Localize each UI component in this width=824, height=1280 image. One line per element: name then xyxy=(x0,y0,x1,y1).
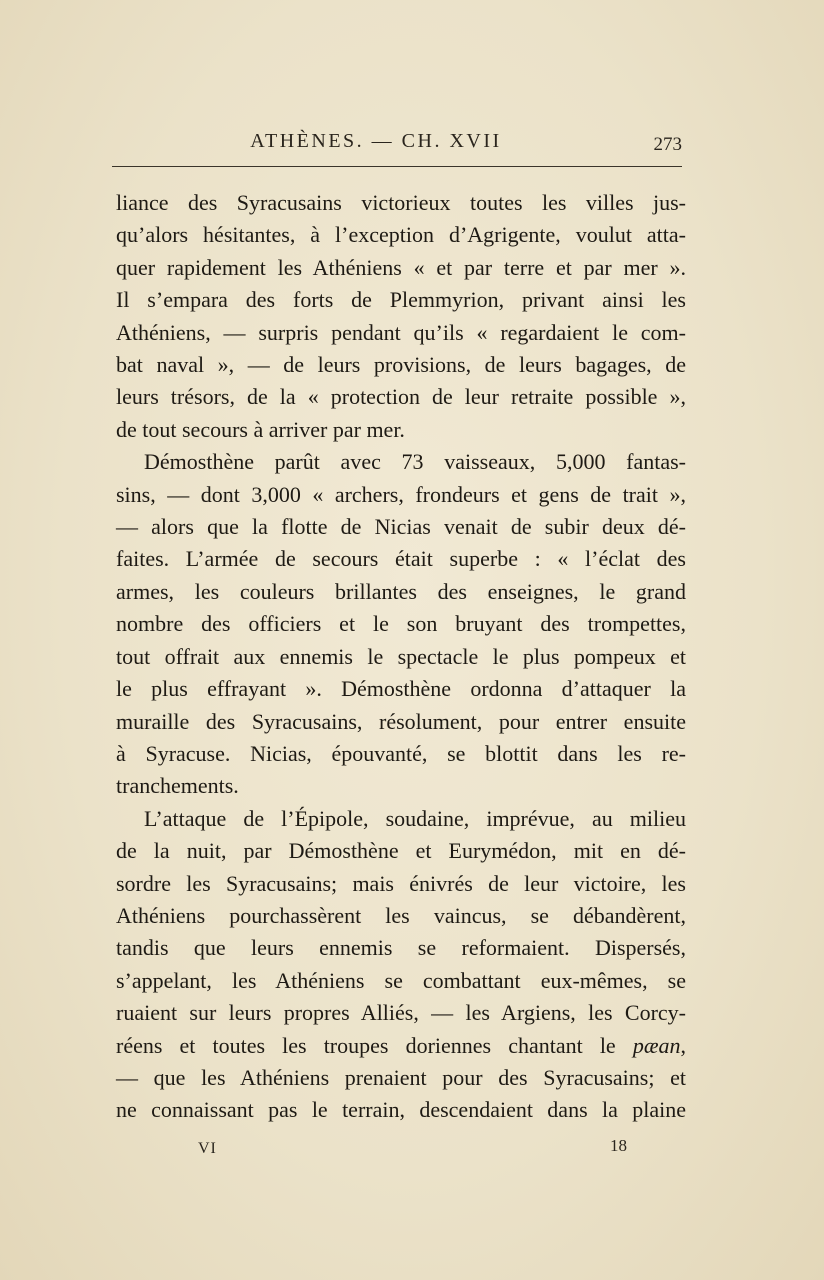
text-line: L’attaque de l’Épipole, soudaine, imprévue, au milieu xyxy=(144,805,686,831)
text-line: muraille des Syracusains, résolument, pour entrer ensuite xyxy=(116,708,686,734)
italic-word: pæan xyxy=(632,1032,681,1058)
running-title: ATHÈNES. — CH. XVII xyxy=(250,130,502,152)
text-line: ne connaissant pas le terrain, descendaient dans la plaine xyxy=(116,1097,686,1123)
text-fragment: réens et toutes les troupes doriennes chantant le xyxy=(116,1032,616,1058)
text-line: qu’alors hésitantes, à l’exception d’Agrigente, voulut atta- xyxy=(116,222,686,248)
body-text xyxy=(116,187,686,1127)
text-line: liance des Syracusains victorieux toutes les villes jus- xyxy=(116,190,686,215)
paragraph-3 xyxy=(116,803,686,1127)
text-fragment: , xyxy=(680,1032,686,1058)
text-line: Il s’empara des forts de Plemmyrion, privant ainsi les xyxy=(116,287,686,313)
text-line: — que les Athéniens prenaient pour des Syracusains; et xyxy=(116,1064,686,1090)
text-line: faites. L’armée de secours était superbe : « l’éclat des xyxy=(116,546,686,572)
text-line: Athéniens, — surpris pendant qu’ils « regardaient le com- xyxy=(116,319,686,345)
signature-mark: VI xyxy=(198,1140,217,1157)
text-line: leurs trésors, de la « protection de leur retraite possible », xyxy=(116,384,686,410)
text-line: tout offrait aux ennemis le spectacle le plus pompeux et xyxy=(116,643,686,669)
text-line: tranchements. xyxy=(116,773,239,799)
text-line: de la nuit, par Démosthène et Eurymédon, mit en dé- xyxy=(116,838,686,864)
paragraph-1 xyxy=(116,187,686,446)
text-line: armes, les couleurs brillantes des enseignes, le grand xyxy=(116,578,686,604)
text-line: sordre les Syracusains; mais énivrés de leur victoire, les xyxy=(116,870,686,896)
signature-number: 18 xyxy=(610,1136,627,1155)
text-line: le plus effrayant ». Démosthène ordonna d’attaquer la xyxy=(116,676,686,702)
text-line: à Syracuse. Nicias, épouvanté, se blottit dans les re- xyxy=(116,740,686,766)
text-line: s’appelant, les Athéniens se combattant eux-mêmes, se xyxy=(116,967,686,993)
paragraph-2 xyxy=(116,446,686,802)
text-line: tandis que leurs ennemis se reformaient. Dispersés, xyxy=(116,935,686,961)
text-line: — alors que la flotte de Nicias venait de subir deux dé- xyxy=(116,514,686,540)
text-line: nombre des officiers et le son bruyant des trompettes, xyxy=(116,611,686,637)
text-line: ruaient sur leurs propres Alliés, — les Argiens, les Corcy- xyxy=(116,1000,686,1026)
text-line: bat naval », — de leurs provisions, de leurs bagages, de xyxy=(116,352,686,378)
text-line-with-italic xyxy=(116,1030,686,1062)
page-number: 273 xyxy=(653,134,682,155)
text-line: de tout secours à arriver par mer. xyxy=(116,416,405,442)
page-footer xyxy=(112,1134,682,1164)
header-rule xyxy=(112,166,682,167)
text-line: sins, — dont 3,000 « archers, frondeurs et gens de trait », xyxy=(116,481,686,507)
text-line: Athéniens pourchassèrent les vaincus, se débandèrent, xyxy=(116,902,686,928)
running-head xyxy=(112,128,682,164)
text-line: quer rapidement les Athéniens « et par terre et par mer ». xyxy=(116,254,686,280)
text-line: Démosthène parût avec 73 vaisseaux, 5,000 fantas- xyxy=(144,449,686,475)
